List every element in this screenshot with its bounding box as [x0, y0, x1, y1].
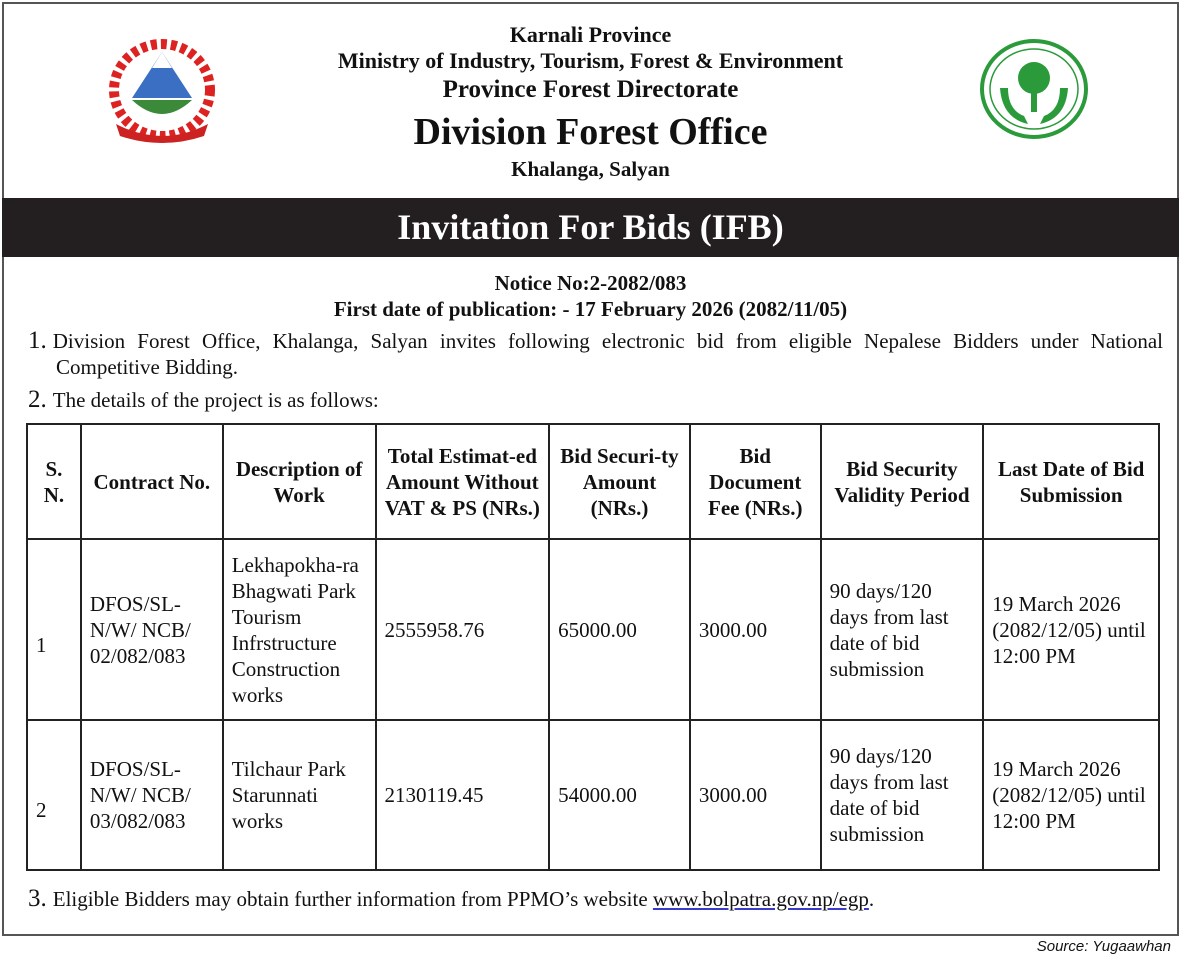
paragraph-text: Eligible Bidders may obtain further information from PPMO’s website — [52, 887, 653, 911]
col-header: Last Date of Bid Submission — [983, 424, 1159, 539]
table-row — [27, 539, 1159, 720]
cell-validity: 90 days/120 days from last date of bid submission — [821, 539, 984, 720]
paragraph-text: The details of the project is as follows: — [52, 388, 379, 412]
col-header: Description of Work — [223, 424, 376, 539]
ministry-name: Ministry of Industry, Tourism, Forest & Environment — [337, 48, 844, 73]
paragraph-text: Division Forest Office, Khalanga, Salyan invites following electronic bid from eligible Nepalese Bidders under National Competitive Bidding. — [52, 329, 1163, 379]
paragraph-2 — [28, 387, 1163, 413]
office-name: Division Forest Office — [413, 111, 768, 153]
cell-sn: 2 — [27, 720, 81, 870]
paragraph-1 — [28, 328, 1163, 380]
cell-sn: 1 — [27, 539, 81, 720]
col-header: Bid Document Fee (NRs.) — [690, 424, 821, 539]
source-credit: Source: Yugaawhan — [1036, 938, 1171, 955]
cell-document-fee: 3000.00 — [690, 539, 821, 720]
cell-estimated-amount: 2555958.76 — [376, 539, 550, 720]
cell-description: Lekhapokha-ra Bhagwati Park Tourism Infrstructure Construction works — [223, 539, 376, 720]
col-header: S. N. — [27, 424, 81, 539]
paragraph-3 — [28, 886, 1163, 912]
table-row — [27, 720, 1159, 870]
cell-last-date: 19 March 2026 (2082/12/05) until 12:00 PM — [983, 539, 1159, 720]
table-header-row — [27, 424, 1159, 539]
province-name: Karnali Province — [509, 22, 672, 47]
cell-validity: 90 days/120 days from last date of bid submission — [821, 720, 984, 870]
item-number: 2. — [28, 386, 47, 413]
paragraph-end: . — [868, 887, 875, 911]
cell-contract-no: DFOS/SL-N/W/ NCB/ 02/082/083 — [81, 539, 223, 720]
publication-date: First date of publication: - 17 February 2026 (2082/11/05) — [333, 297, 848, 321]
bid-table — [26, 423, 1160, 871]
col-header: Contract No. — [81, 424, 223, 539]
col-header: Bid Securi-ty Amount (NRs.) — [549, 424, 690, 539]
item-number: 3. — [28, 885, 47, 912]
cell-last-date: 19 March 2026 (2082/12/05) until 12:00 PM — [983, 720, 1159, 870]
item-number: 1. — [28, 327, 47, 354]
col-header: Total Estimat-ed Amount Without VAT & PS (NRs.) — [376, 424, 550, 539]
cell-bid-security: 54000.00 — [549, 720, 690, 870]
cell-estimated-amount: 2130119.45 — [376, 720, 550, 870]
notice-number: Notice No:2-2082/083 — [494, 271, 687, 295]
cell-document-fee: 3000.00 — [690, 720, 821, 870]
office-location: Khalanga, Salyan — [511, 157, 670, 181]
cell-contract-no: DFOS/SL-N/W/ NCB/ 03/082/083 — [81, 720, 223, 870]
directorate-name: Province Forest Directorate — [442, 76, 739, 103]
cell-description: Tilchaur Park Starunnati works — [223, 720, 376, 870]
page-title: Invitation For Bids (IFB) — [2, 198, 1179, 257]
ppmo-website-link[interactable]: www.bolpatra.gov.np/egp — [652, 887, 869, 911]
cell-bid-security: 65000.00 — [549, 539, 690, 720]
col-header: Bid Security Validity Period — [821, 424, 984, 539]
